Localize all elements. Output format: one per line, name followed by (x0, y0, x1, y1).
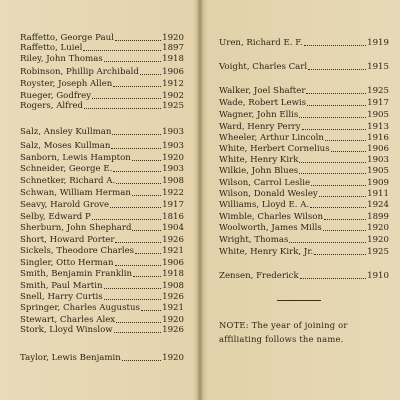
member-name: Wilson, Carrol Leslie (219, 178, 311, 188)
member-year: 1926 (162, 292, 184, 302)
member-year: 1921 (162, 246, 184, 256)
member-name: Sanborn, Lewis Hampton (20, 153, 131, 163)
member-entry (20, 324, 184, 336)
member-name: Schneider, George E. (20, 164, 113, 174)
member-year: 1915 (367, 62, 389, 72)
leader-dots (92, 97, 161, 99)
member-entry (219, 61, 389, 73)
member-year: 1909 (367, 178, 389, 188)
leader-dots (111, 147, 161, 149)
member-name: Robinson, Phillip Archibald (20, 67, 139, 77)
member-name: Wagner, John Ellis (219, 110, 299, 120)
member-year: 1917 (162, 200, 184, 210)
member-name: Singler, Otto Herman (20, 258, 114, 268)
member-name: White, Henry Kirk, Jr. (219, 247, 314, 257)
leader-dots (104, 287, 162, 289)
leader-dots (141, 309, 161, 311)
leader-dots (115, 39, 161, 41)
leader-dots (114, 331, 161, 333)
leader-dots (115, 241, 161, 243)
member-name: Sherburn, John Shephard (20, 223, 132, 233)
member-entry (20, 163, 184, 175)
member-entry (219, 97, 389, 109)
leader-dots (289, 241, 366, 243)
member-name: Wright, Thomas (219, 235, 289, 245)
member-entry (20, 53, 184, 65)
member-entry (20, 126, 184, 138)
leader-dots (116, 321, 161, 323)
leader-dots (113, 170, 161, 172)
member-year: 1921 (162, 303, 184, 313)
member-year: 1920 (162, 315, 184, 325)
member-name: Zensen, Frederick (219, 271, 299, 281)
member-year: 1903 (162, 141, 184, 151)
member-name: Snell, Harry Curtis (20, 292, 103, 302)
member-year: 1916 (367, 133, 389, 143)
member-name: Springer, Charles Augustus (20, 303, 140, 313)
member-year: 1910 (367, 271, 389, 281)
member-name: Smith, Paul Martin (20, 281, 103, 291)
member-year: 1920 (162, 153, 184, 163)
member-entry (20, 100, 184, 112)
member-year: 1920 (367, 235, 389, 245)
member-year: 1816 (162, 212, 184, 222)
member-name: Sickels, Theodore Charles (20, 246, 135, 256)
member-year: 1926 (162, 235, 184, 245)
member-year: 1903 (367, 155, 389, 165)
member-entry (219, 199, 389, 211)
member-year: 1903 (162, 164, 184, 174)
member-entry (219, 270, 389, 282)
leader-dots (306, 92, 366, 94)
divider-line (277, 300, 321, 301)
leader-dots (302, 128, 366, 130)
member-entry (219, 234, 389, 246)
member-name: Schnetker, Richard A. (20, 176, 116, 186)
leader-dots (104, 60, 161, 62)
member-entry (219, 222, 389, 234)
leader-dots (311, 184, 366, 186)
member-name: Wilson, Donald Wesley (219, 189, 318, 199)
member-name: Wimble, Charles Wilson (219, 212, 323, 222)
leader-dots (135, 252, 161, 254)
member-name: White, Herbert Cornelius (219, 144, 330, 154)
member-year: 1906 (367, 144, 389, 154)
leader-dots (331, 150, 367, 152)
member-name: Salz, Ansley Kullman (20, 127, 112, 137)
member-name: Walker, Joel Shafter (219, 86, 306, 96)
leader-dots (307, 104, 366, 106)
right-page (203, 0, 400, 400)
member-year: 1918 (162, 54, 184, 64)
member-name: Stork, Lloyd Winslow (20, 325, 113, 335)
left-page (0, 0, 197, 400)
member-name: Rogers, Alfred (20, 101, 84, 111)
member-entry (20, 268, 184, 280)
leader-dots (319, 195, 366, 197)
member-year: 1924 (367, 200, 389, 210)
member-name: Woolworth, James Mills (219, 223, 322, 233)
member-year: 1926 (162, 325, 184, 335)
leader-dots (304, 44, 367, 46)
member-year: 1908 (162, 281, 184, 291)
member-year: 1908 (162, 176, 184, 186)
leader-dots (115, 264, 162, 266)
member-entry (20, 352, 184, 364)
member-name: Taylor, Lewis Benjamin (20, 353, 121, 363)
member-name: Wade, Robert Lewis (219, 98, 307, 108)
member-entry (20, 175, 184, 187)
member-entry (20, 66, 184, 78)
leader-dots (113, 85, 161, 87)
member-year: 1920 (367, 223, 389, 233)
member-year: 1904 (162, 223, 184, 233)
member-year: 1917 (367, 98, 389, 108)
leader-dots (92, 218, 161, 220)
leader-dots (122, 359, 161, 361)
member-year: 1920 (162, 353, 184, 363)
member-name: Raffetto, George Paul (20, 33, 114, 43)
leader-dots (116, 182, 161, 184)
member-entry (20, 302, 184, 314)
member-year: 1913 (367, 122, 389, 132)
member-entry (219, 37, 389, 49)
leader-dots (83, 49, 161, 51)
member-year: 1918 (162, 269, 184, 279)
member-name: White, Henry Kirk (219, 155, 299, 165)
leader-dots (140, 73, 161, 75)
leader-dots (133, 275, 161, 277)
member-year: 1925 (162, 101, 184, 111)
leader-dots (104, 298, 161, 300)
member-name: Riley, John Thomas (20, 54, 103, 64)
member-name: Salz, Moses Kullman (20, 141, 111, 151)
member-year: 1906 (162, 67, 184, 77)
member-year: 1903 (162, 127, 184, 137)
member-year: 1920 (162, 33, 184, 43)
member-entry (219, 85, 389, 97)
member-name: Short, Howard Porter (20, 235, 115, 245)
member-name: Royster, Joseph Allen (20, 79, 113, 89)
member-entry (20, 222, 184, 234)
leader-dots (324, 218, 366, 220)
member-name: Wilkie, John Blues (219, 166, 299, 176)
leader-dots (325, 139, 366, 141)
leader-dots (299, 172, 366, 174)
leader-dots (299, 116, 366, 118)
member-entry (20, 78, 184, 90)
member-name: Schwan, William Herman (20, 188, 131, 198)
member-year: 1925 (367, 86, 389, 96)
leader-dots (323, 229, 366, 231)
member-year: 1902 (162, 91, 184, 101)
leader-dots (132, 159, 161, 161)
member-entry (219, 246, 389, 258)
leader-dots (299, 161, 366, 163)
member-name: Voight, Charles Carl (219, 62, 308, 72)
member-year: 1905 (367, 166, 389, 176)
member-name: Stewart, Charles Alex (20, 315, 116, 325)
member-name: Uren, Richard E. F. (219, 38, 303, 48)
member-name: Smith, Benjamin Franklin (20, 269, 133, 279)
member-name: Wheeler, Arthur Lincoln (219, 133, 324, 143)
leader-dots (110, 206, 161, 208)
member-year: 1919 (367, 38, 389, 48)
member-name: Ward, Henry Perry (219, 122, 301, 132)
footnote: NOTE: The year of joining or affiliating follows the name. (219, 320, 348, 344)
leader-dots (132, 194, 161, 196)
leader-dots (300, 277, 366, 279)
leader-dots (314, 253, 366, 255)
member-year: 1912 (162, 79, 184, 89)
member-year: 1922 (162, 188, 184, 198)
member-year: 1905 (367, 110, 389, 120)
member-year: 1899 (367, 212, 389, 222)
member-entry (219, 109, 389, 121)
leader-dots (308, 68, 366, 70)
member-entry (20, 140, 184, 152)
member-year: 1925 (367, 247, 389, 257)
member-entry (20, 245, 184, 257)
member-entry (20, 187, 184, 199)
member-name: Rueger, Godfrey (20, 91, 92, 101)
member-name: Selby, Edward P (20, 212, 91, 222)
member-name: Williams, Lloyd E. A. (219, 200, 310, 210)
member-entry (219, 165, 389, 177)
leader-dots (132, 229, 161, 231)
member-entry (20, 199, 184, 211)
leader-dots (112, 133, 161, 135)
member-year: 1897 (162, 43, 184, 53)
leader-dots (84, 107, 161, 109)
member-year: 1911 (367, 189, 389, 199)
leader-dots (310, 206, 366, 208)
member-year: 1906 (162, 258, 184, 268)
member-name: Seavy, Harold Grove (20, 200, 110, 210)
member-name: Raffetto, Luiel (20, 43, 83, 53)
